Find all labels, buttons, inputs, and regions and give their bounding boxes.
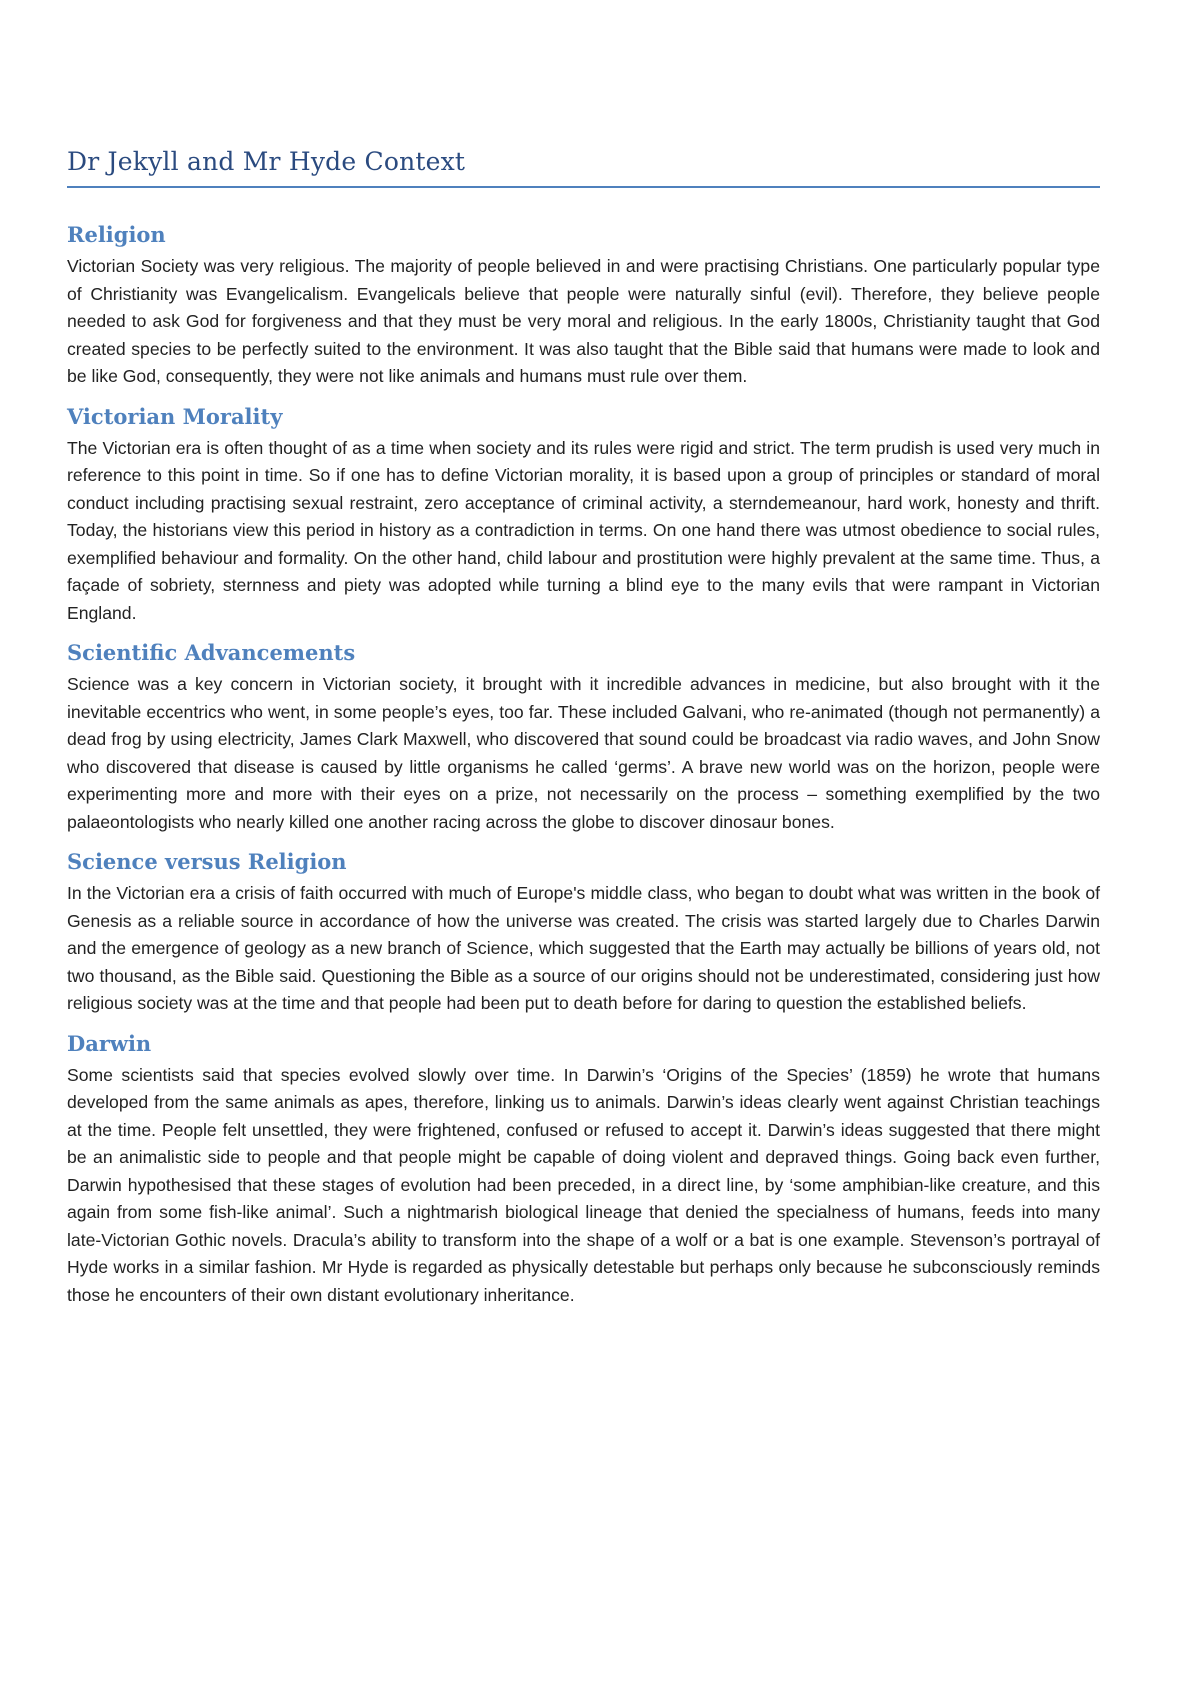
section-victorian-morality bbox=[67, 401, 1100, 628]
sections-container bbox=[67, 219, 1100, 1319]
section-darwin bbox=[67, 1028, 1100, 1310]
section-body: Science was a key concern in Victorian society, it brought with it incredible advances in medicine, but also brought with it the inevitable eccentrics who went, in some people’s eyes, too far. These included Galvani, who re-animated (though not permanently) a dead frog by using electricity, James Clark Maxwell, who discovered that sound could be broadcast via radio waves, and John Snow who discovered that disease is caused by little organisms he called ‘germs’. A brave new world was on the horizon, people were experimenting more and more with their eyes on a prize, not necessarily on the process – something exemplified by the two palaeontologists who nearly killed one another racing across the globe to discover dinosaur bones. bbox=[67, 674, 1100, 832]
title-underline-rule bbox=[67, 186, 1100, 188]
section-religion bbox=[67, 219, 1100, 391]
section-body: In the Victorian era a crisis of faith occurred with much of Europe's middle class, who began to doubt what was written in the book of Genesis as a reliable source in accordance of how the universe was created. The crisis was started largely due to Charles Darwin and the emergence of geology as a new branch of Science, which suggested that the Earth may actually be billions of years old, not two thousand, as the Bible said. Questioning the Bible as a source of our origins should not be underestimated, considering just how religious society was at the time and that people had been put to death before for daring to question the established beliefs. bbox=[67, 883, 1100, 1013]
section-body: Victorian Society was very religious. The majority of people believed in and were practising Christians. One particularly popular type of Christianity was Evangelicalism. Evangelicals believe that people were naturally sinful (evil). Therefore, they believe people needed to ask God for forgiveness and that they must be very moral and religious. In the early 1800s, Christianity taught that God created species to be perfectly suited to the environment. It was also taught that the Bible said that humans were made to look and be like God, consequently, they were not like animals and humans must rule over them. bbox=[67, 256, 1100, 386]
document-title: Dr Jekyll and Mr Hyde Context bbox=[67, 147, 466, 176]
section-heading: Darwin bbox=[67, 1030, 152, 1056]
section-body: Some scientists said that species evolved slowly over time. In Darwin’s ‘Origins of the Species’ (1859) he wrote that humans developed from the same animals as apes, therefore, linking us to animals. Darwin’s ideas clearly went against Christian teachings at the time. People felt unsettled, they were frightened, confused or refused to accept it. Darwin’s ideas suggested that there might be an animalistic side to people and that people might be capable of doing violent and depraved things. Going back even further, Darwin hypothesised that these stages of evolution had been preceded, in a direct line, by ‘some amphibian-like creature, and this again from some fish-like animal’. Such a nightmarish biological lineage that denied the specialness of humans, feeds into many late-Victorian Gothic novels. Dracula’s ability to transform into the shape of a wolf or a bat is one example. Stevenson’s portrayal of Hyde works in a similar fashion. Mr Hyde is regarded as physically detestable but perhaps only because he subconsciously reminds those he encounters of their own distant evolutionary inheritance. bbox=[67, 1064, 1100, 1305]
section-heading: Science versus Religion bbox=[67, 849, 347, 874]
section-heading: Religion bbox=[67, 222, 166, 247]
section-body: The Victorian era is often thought of as a time when society and its rules were rigid and strict. The term prudish is used very much in reference to this point in time. So if one has to define Victorian morality, it is based upon a group of principles or standard of moral conduct including practising sexual restraint, zero acceptance of criminal activity, a sterndemeanour, hard work, honesty and thrift. Today, the historians view this period in history as a contradiction in terms. On one hand there was utmost obedience to social rules, exemplified behaviour and formality. On the other hand, child labour and prostitution were highly prevalent at the same time. Thus, a façade of sobriety, sternness and piety was adopted while turning a blind eye to the many evils that were rampant in Victorian England. bbox=[67, 437, 1100, 623]
section-heading: Scientific Advancements bbox=[67, 640, 356, 665]
section-science-versus-religion bbox=[67, 846, 1100, 1018]
section-scientific-advancements bbox=[67, 637, 1100, 836]
section-heading: Victorian Morality bbox=[67, 403, 283, 429]
